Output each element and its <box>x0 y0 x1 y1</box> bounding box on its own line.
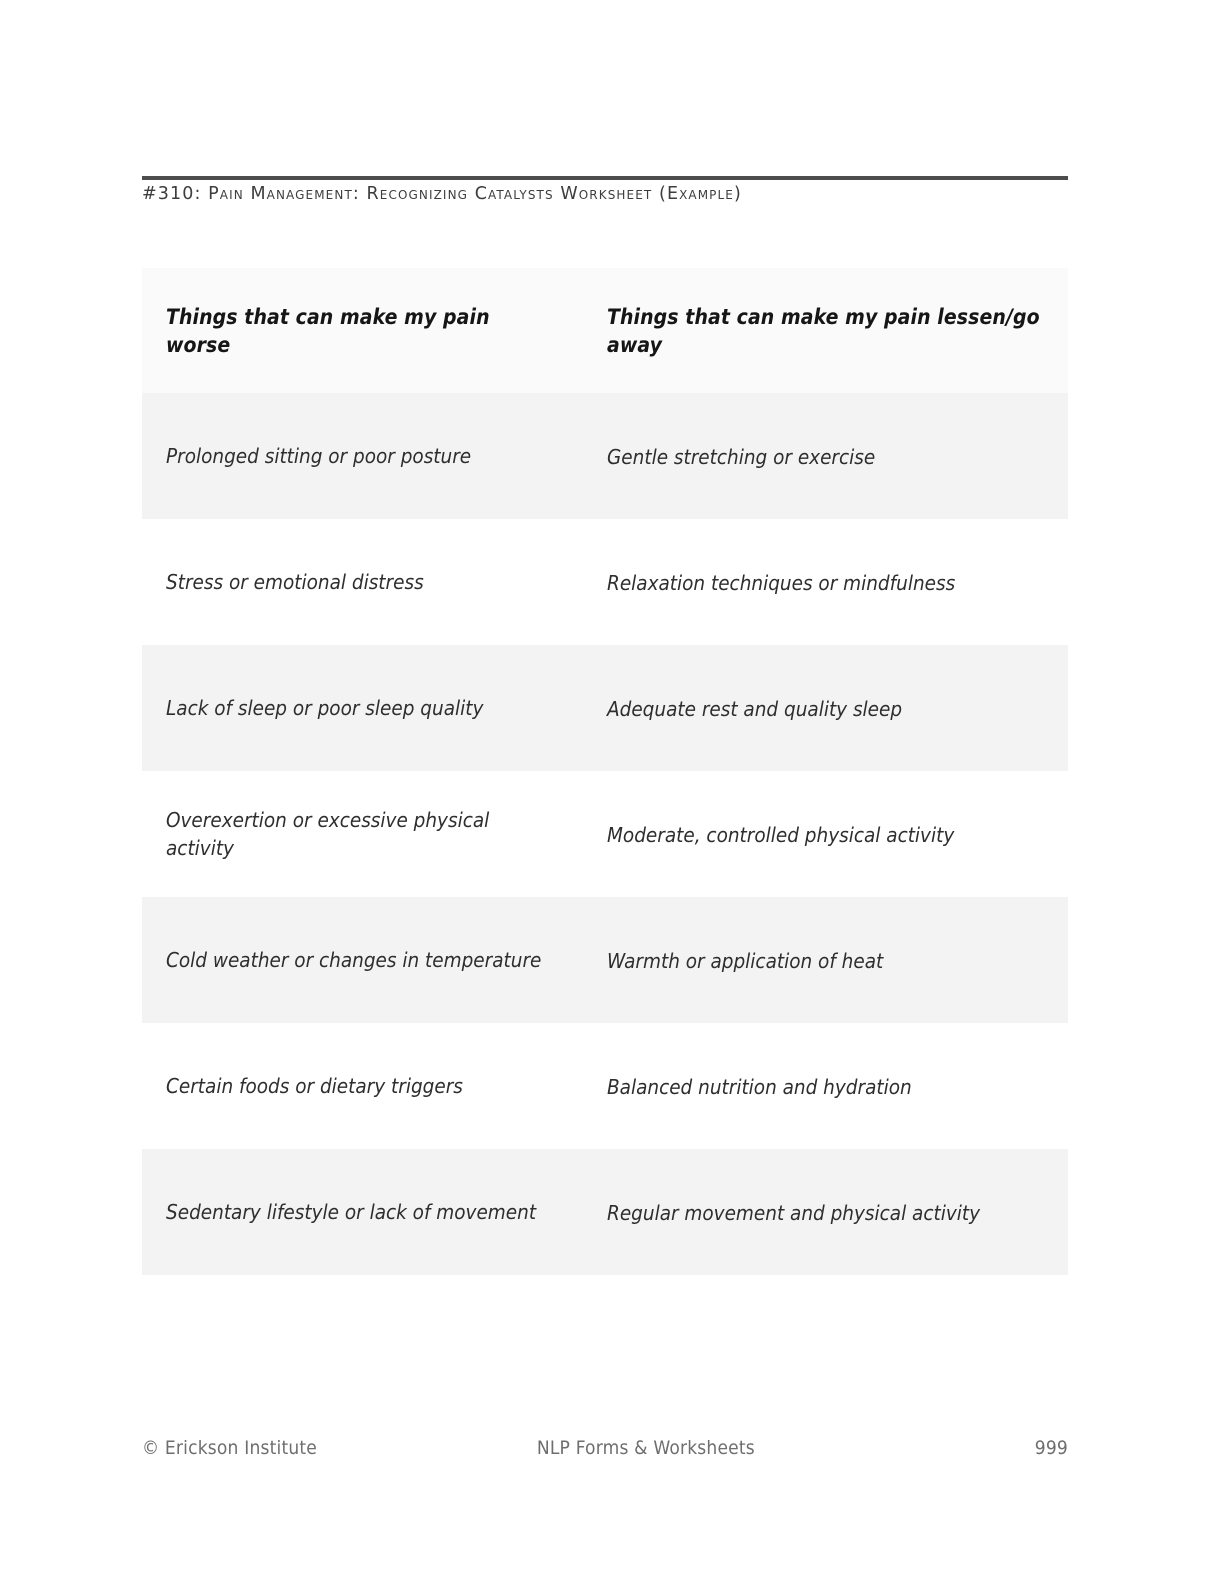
footer-copyright: © Erickson Institute <box>142 1437 317 1459</box>
column-header-better: Things that can make my pain lessen/go away <box>607 304 1040 357</box>
page-title: #310: Pain Management: Recognizing Catalysts Worksheet (Example) <box>142 184 742 204</box>
cell-worse: Prolonged sitting or poor posture <box>166 443 472 468</box>
table-body <box>142 393 1068 1275</box>
cell-worse: Stress or emotional distress <box>166 569 424 594</box>
cell-better: Gentle stretching or exercise <box>607 445 876 470</box>
cell-better: Warmth or application of heat <box>607 949 884 974</box>
catalysts-table <box>142 268 1068 1275</box>
cell-worse: Certain foods or dietary triggers <box>166 1073 463 1098</box>
cell-better: Balanced nutrition and hydration <box>607 1075 912 1100</box>
cell-better: Moderate, controlled physical activity <box>607 823 955 848</box>
cell-better: Relaxation techniques or mindfulness <box>607 571 956 596</box>
table-row <box>142 1149 1068 1275</box>
footer-collection-title: NLP Forms & Worksheets <box>536 1437 755 1459</box>
table-row <box>142 897 1068 1023</box>
footer-page-number: 999 <box>1034 1437 1068 1459</box>
cell-worse: Sedentary lifestyle or lack of movement <box>166 1199 537 1224</box>
table-header-row <box>142 268 1068 393</box>
table-row <box>142 645 1068 771</box>
cell-better: Regular movement and physical activity <box>607 1201 981 1226</box>
cell-worse: Cold weather or changes in temperature <box>166 947 542 972</box>
title-rule <box>142 176 1068 180</box>
cell-better: Adequate rest and quality sleep <box>607 697 903 722</box>
table-row <box>142 1023 1068 1149</box>
page-footer <box>142 1432 1068 1464</box>
cell-worse: Lack of sleep or poor sleep quality <box>166 695 484 720</box>
table-row <box>142 771 1068 897</box>
table-row <box>142 393 1068 519</box>
table-header <box>142 268 1068 393</box>
table-row <box>142 519 1068 645</box>
cell-worse: Overexertion or excessive physical activity <box>166 807 490 860</box>
column-header-worse: Things that can make my pain worse <box>166 304 490 357</box>
